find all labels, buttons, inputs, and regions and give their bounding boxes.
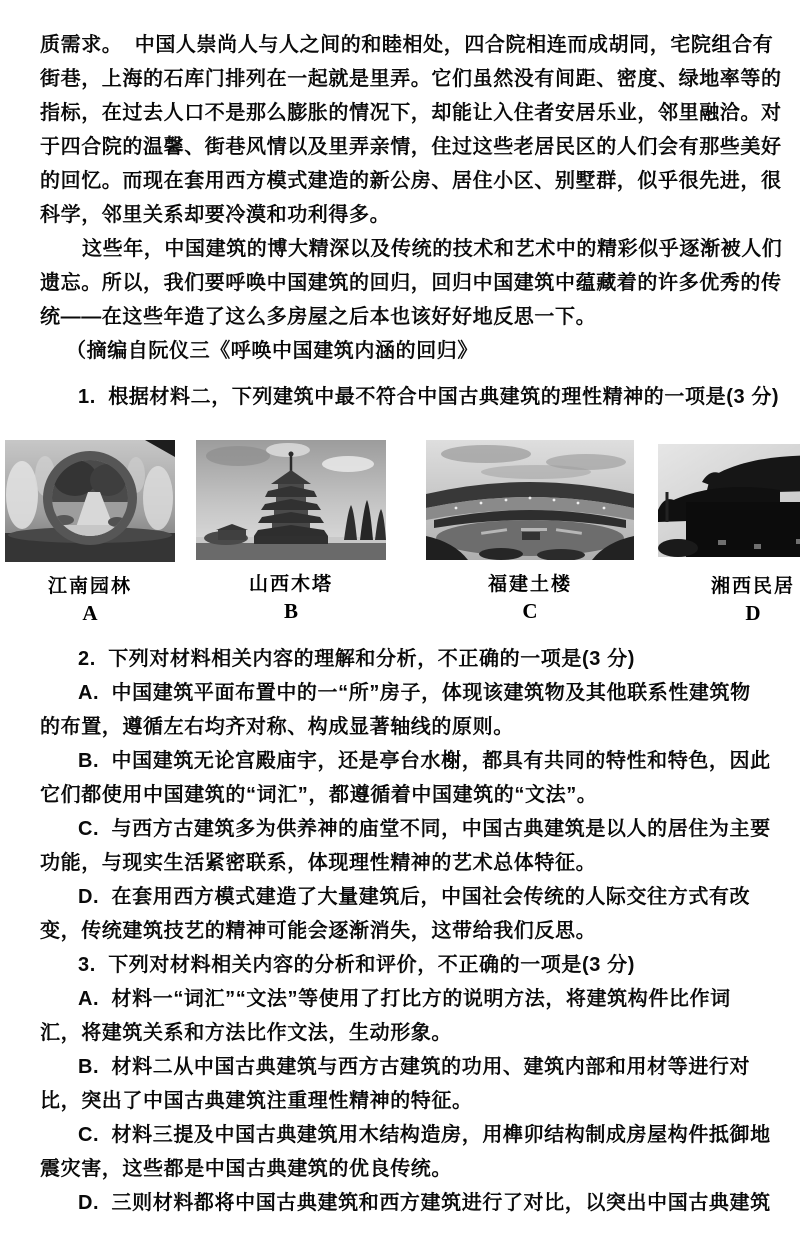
- question-2-option-a: A. 中国建筑平面布置中的一“所”房子，体现该建筑物及其他联系性建筑物: [78, 682, 751, 704]
- question-2-option-a-cont: 的布置，遵循左右均齐对称、构成显著轴线的原则。: [40, 716, 514, 738]
- moon-gate-image: [5, 440, 175, 562]
- figure-caption: 福建土楼: [487, 574, 572, 595]
- figure-caption: 山西木塔: [248, 574, 333, 595]
- dark-roof-silhouette-image: [658, 444, 800, 557]
- question-3-option-d: D. 三则材料都将中国古典建筑和西方建筑进行了对比，以突出中国古典建筑: [78, 1192, 771, 1214]
- material-line: 科学，邻里关系却要冷漠和功利得多。: [40, 204, 391, 226]
- question-1: 1. 根据材料二，下列建筑中最不符合中国古典建筑的理性精神的一项是(3 分): [78, 386, 780, 408]
- material-line: 于四合院的温馨、街巷风情以及里弄亲情，住过这些老居民区的人们会有那些美好: [40, 136, 782, 158]
- questions-block: [40, 642, 771, 1220]
- question-3-option-b: B. 材料二从中国古典建筑与西方古建筑的功用、建筑内部和用材等进行对: [78, 1056, 751, 1078]
- fujian-tulou-photo: [426, 440, 634, 560]
- question-2-option-b-cont: 它们都使用中国建筑的“词汇”，都遵循着中国建筑的“文法”。: [40, 784, 598, 806]
- material-line: 遗忘。所以，我们要呼唤中国建筑的回归，回归中国建筑中蕴藏着的许多优秀的传: [40, 272, 782, 294]
- figure-jiangnan-garden: [5, 440, 175, 626]
- question-2-option-c-cont: 功能，与现实生活紧密联系，体现理性精神的艺术总体特征。: [40, 852, 597, 874]
- material-line: 统——在这些年造了这么多房屋之后本也该好好地反思一下。: [40, 306, 597, 328]
- shanxi-pagoda-photo: [196, 440, 386, 560]
- jiangnan-garden-photo: [5, 440, 175, 562]
- figure-caption: 江南园林: [47, 576, 132, 597]
- source-attribution: （摘编自阮仪三《呼唤中国建筑内涵的回归》: [66, 340, 478, 362]
- figure-letter: D: [745, 601, 761, 625]
- question-3-option-a: A. 材料一“词汇”“文法”等使用了打比方的说明方法，将建筑构件比作词: [78, 988, 731, 1010]
- question-3-option-c: C. 材料三提及中国古典建筑用木结构造房，用榫卯结构制成房屋构件抵御地: [78, 1124, 771, 1146]
- question-2-option-b: B. 中国建筑无论宫殿庙宇，还是亭台水榭，都具有共同的特性和特色，因此: [78, 750, 771, 772]
- figure-shanxi-pagoda: [196, 440, 386, 624]
- question-3-option-a-cont: 汇，将建筑关系和方法比作文法，生动形象。: [40, 1022, 452, 1044]
- figure-xiangxi-dwelling: [658, 440, 800, 626]
- figure-row: [0, 440, 800, 626]
- question-2-option-c: C. 与西方古建筑多为供养神的庙堂不同，中国古典建筑是以人的居住为主要: [78, 818, 771, 840]
- question-3-option-c-cont: 震灾害，这些都是中国古典建筑的优良传统。: [40, 1158, 452, 1180]
- pagoda-image: [196, 440, 386, 560]
- figure-letter: B: [283, 599, 298, 623]
- figure-letter: A: [82, 601, 98, 625]
- question-2: 2. 下列对材料相关内容的理解和分析，不正确的一项是(3 分): [78, 648, 635, 670]
- tulou-courtyard-image: [426, 440, 634, 560]
- question-3-option-b-cont: 比，突出了中国古典建筑注重理性精神的特征。: [40, 1090, 473, 1112]
- xiangxi-dwelling-photo: [658, 444, 800, 557]
- material-line: 质需求。 中国人崇尚人与人之间的和睦相处，四合院相连而成胡同，宅院组合有: [40, 34, 774, 56]
- material-line: 街巷，上海的石库门排列在一起就是里弄。它们虽然没有间距、密度、绿地率等的: [40, 68, 782, 90]
- figure-fujian-tulou: [426, 440, 634, 624]
- question-2-option-d-cont: 变，传统建筑技艺的精神可能会逐渐消失，这带给我们反思。: [40, 920, 597, 942]
- figure-caption: 湘西民居: [710, 576, 795, 597]
- figure-letter: C: [522, 599, 538, 623]
- material-line: 指标，在过去人口不是那么膨胀的情况下，却能让入住者安居乐业，邻里融洽。对: [40, 102, 782, 124]
- material-line: 这些年，中国建筑的博大精深以及传统的技术和艺术中的精彩似乎逐渐被人们: [82, 238, 783, 260]
- material-line: 的回忆。而现在套用西方模式建造的新公房、居住小区、别墅群，似乎很先进，很: [40, 170, 782, 192]
- question-2-option-d: D. 在套用西方模式建造了大量建筑后，中国社会传统的人际交往方式有改: [78, 886, 751, 908]
- question-3: 3. 下列对材料相关内容的分析和评价，不正确的一项是(3 分): [78, 954, 635, 976]
